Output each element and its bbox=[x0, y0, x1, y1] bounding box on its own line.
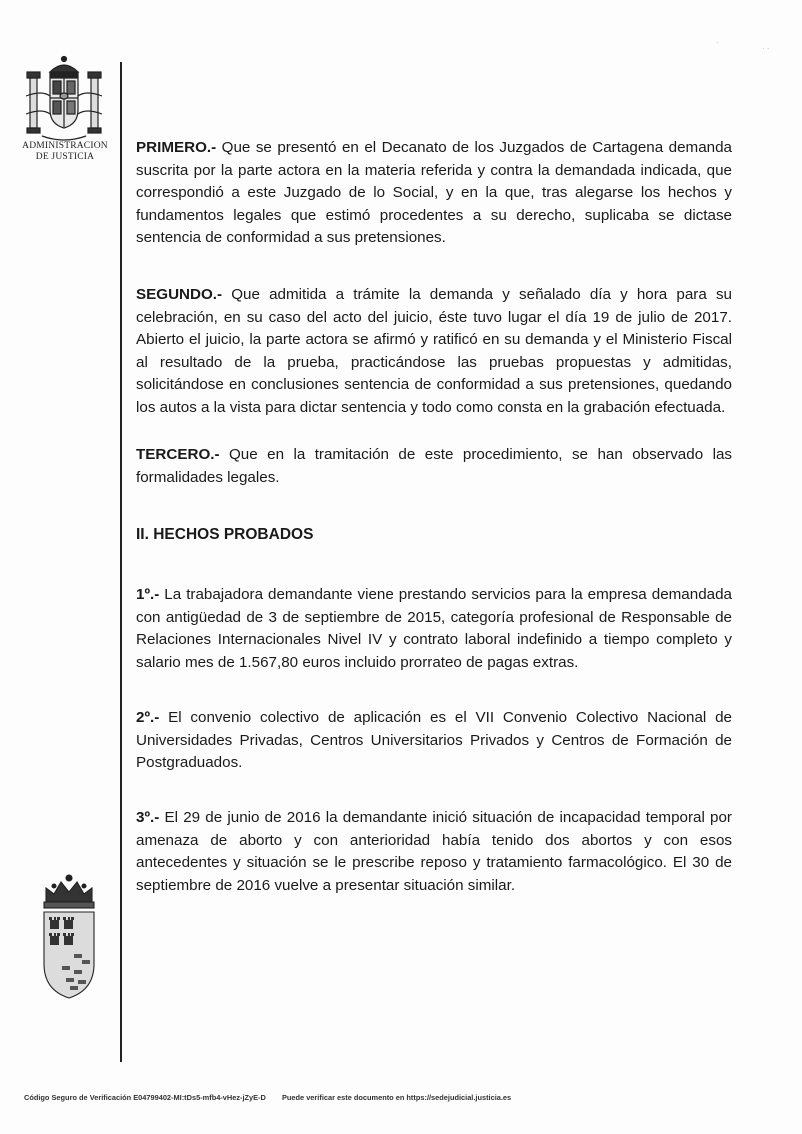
fact-2-label: 2º.- bbox=[136, 709, 160, 726]
fact-2-text: El convenio colectivo de aplicación es el VII Convenio Colectivo Nacional de Universidades Privadas, Centros Universitarios Privados y Centros de Formación de Postgraduados. bbox=[136, 709, 732, 771]
paragraph-segundo-text: Que admitida a trámite la demanda y señalado día y hora para su celebración, en su caso del acto del juicio, éste tuvo lugar el día 19 de julio de 2017. Abierto el juicio, la parte actora se afirmó y ratificó en su demanda y el Ministerio Fiscal al resultado de la prueba, practicándose las pruebas propuestas y admitidas, solicitándose en conclusiones sentencia de conformidad a sus pretensiones, quedando los autos a la vista para dictar sentencia y todo como consta en la grabación efectuada. bbox=[136, 286, 732, 416]
fact-1 bbox=[136, 584, 732, 674]
paragraph-tercero-label: TERCERO.- bbox=[136, 446, 220, 463]
paragraph-tercero bbox=[136, 444, 732, 489]
paragraph-primero-label: PRIMERO.- bbox=[136, 139, 217, 156]
paragraph-primero bbox=[136, 137, 732, 250]
verification-code: Código Seguro de Verificación E04799402-MI:tDs5-mfb4-vHez-jZyE-D bbox=[24, 1093, 266, 1102]
admin-label-line2: DE JUSTICIA bbox=[35, 152, 95, 162]
paragraph-segundo-label: SEGUNDO.- bbox=[136, 286, 223, 303]
margin-rule bbox=[120, 62, 122, 1062]
fact-3-text: El 29 de junio de 2016 la demandante inició situación de incapacidad temporal por amenaza de aborto y con anterioridad había tenido dos abortos y con esos antecedentes y situación se le prescribe reposo y tratamiento farmacológico. El 30 de septiembre de 2016 vuelve a presentar situación similar. bbox=[136, 809, 732, 894]
paragraph-tercero-text: Que en la tramitación de este procedimiento, se han observado las formalidades legales. bbox=[136, 446, 732, 486]
administracion-de-justicia-label bbox=[18, 141, 112, 163]
verification-footer bbox=[24, 1093, 784, 1102]
fact-2 bbox=[136, 707, 732, 775]
fact-1-label: 1º.- bbox=[136, 586, 160, 603]
paragraph-segundo bbox=[136, 284, 732, 419]
murcia-coat-of-arms-icon bbox=[38, 872, 100, 1000]
spain-coat-of-arms-icon bbox=[22, 52, 106, 144]
scan-speck: · · bbox=[762, 44, 770, 53]
fact-1-text: La trabajadora demandante viene prestando servicios para la empresa demandada con antigüedad de 3 de septiembre de 2015, categoría profesional de Responsable de Relaciones Internacionales Nivel IV y contrato laboral indefinido a tiempo completo y salario mes de 1.567,80 euros incluido prorrateo de pagas extras. bbox=[136, 586, 732, 671]
scan-speck: · bbox=[716, 38, 719, 47]
verify-note: Puede verificar este documento en https://sedejudicial.justicia.es bbox=[281, 1093, 512, 1102]
section-heading: II. HECHOS PROBADOS bbox=[136, 526, 314, 543]
paragraph-primero-text: Que se presentó en el Decanato de los Juzgados de Cartagena demanda suscrita por la parte actora en la materia referida y contra la demandada indicada, que correspondió a este Juzgado de lo Social, y en la que, tras alegarse los hechos y fundamentos legales que estimó procedentes a su derecho, suplicaba se dictase sentencia de conformidad a sus pretensiones. bbox=[136, 139, 732, 246]
fact-3-label: 3º.- bbox=[136, 809, 160, 826]
fact-3 bbox=[136, 807, 732, 897]
admin-label-line1: ADMINISTRACION bbox=[22, 141, 108, 151]
